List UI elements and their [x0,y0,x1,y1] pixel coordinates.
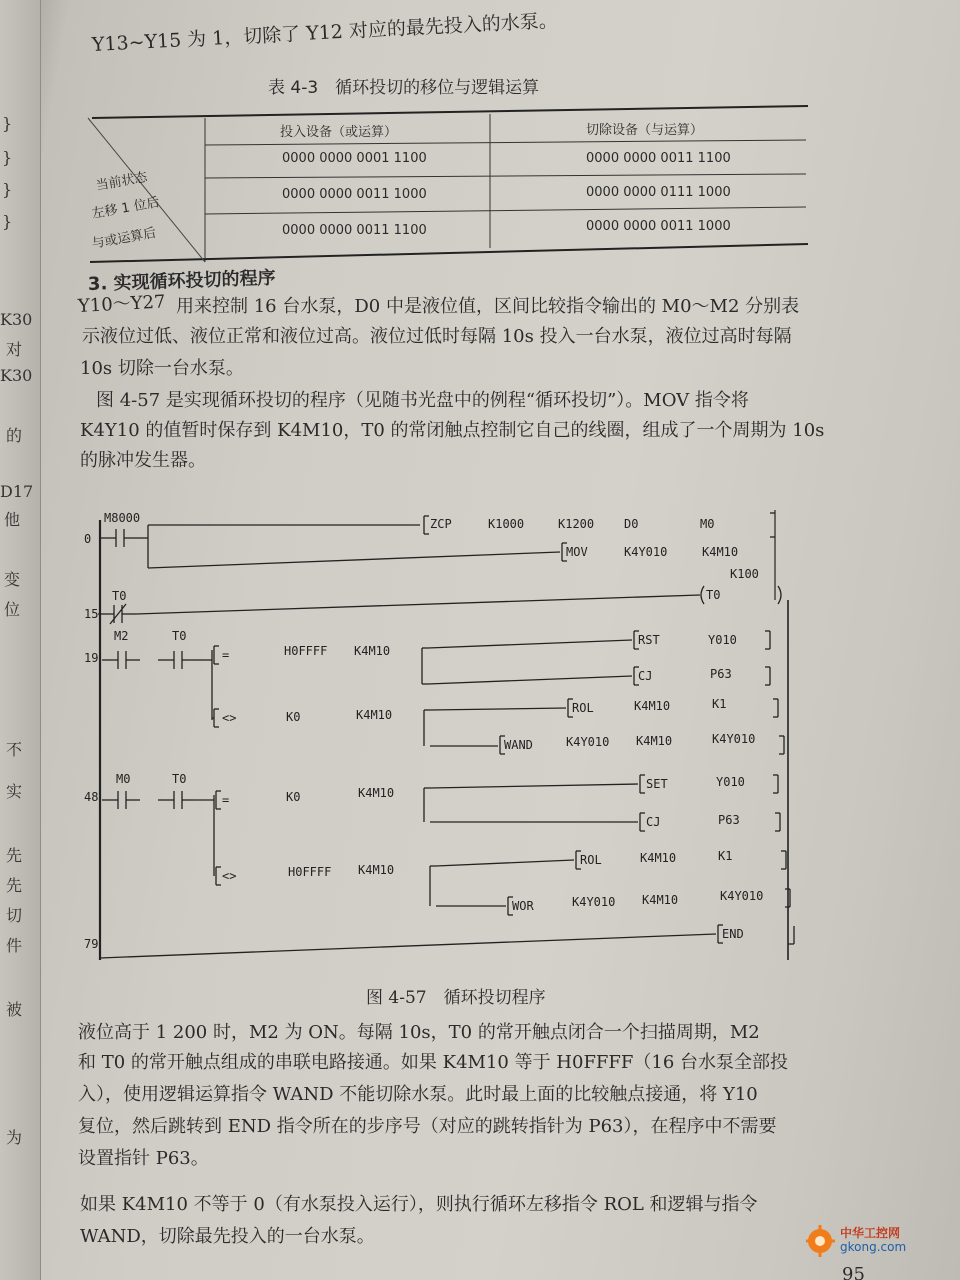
instr-arg: K4M10 [642,893,679,907]
para1-line: 图 4-57 是实现循环投切的程序（见随书光盘中的例程“循环投切”）。MOV 指令将 [96,390,749,411]
watermark-cn: 中华工控网 [840,1226,901,1240]
timer-preset: K100 [730,567,759,581]
instr-arg: K4M10 [358,863,395,877]
ladder-wire [136,595,700,614]
instr-op: END [722,927,744,941]
table-header-cut: 切除设备（与运算） [586,123,704,138]
instr-op: ROL [572,701,594,715]
top-line: Y13~Y15 为 1，切除了 Y12 对应的最先投入的水泵。 [91,9,559,56]
instr-arg: Y010 [716,775,745,789]
step-number: 15 [84,607,99,621]
para1-line: 用来控制 16 台水泵，D0 中是液位值，区间比较指令输出的 M0～M2 分别表 [176,296,800,317]
instr-arg: K0 [286,710,301,724]
instr-arg: K4M10 [356,708,393,722]
table-cell-input: 0000 0000 0001 1100 [282,151,427,166]
ladder-wire [430,784,638,788]
para1-prefix: Y10～Y27 [77,291,166,317]
margin-fragment: 变 [4,570,21,589]
instr-arg: K4M10 [702,545,739,559]
ladder-wire [428,676,632,684]
para3-line: 如果 K4M10 不等于 0（有水泵投入运行），则执行循环左移指令 ROL 和逻辑与指令 [80,1194,758,1215]
instr-op: RST [638,633,660,647]
table-row-label: 与或运算后 [90,225,158,252]
margin-fragment: } [2,212,13,231]
instr-op: WOR [512,899,534,913]
para3-line: WAND，切除最先投入的一台水泵。 [80,1226,375,1247]
instr-op: WAND [504,738,533,752]
para2-line: 液位高于 1 200 时，M2 为 ON。每隔 10s，T0 的常开触点闭合一个扫描周期，M2 [78,1022,760,1043]
instr-op: CJ [646,815,661,829]
table-row-label: 当前状态 [94,170,149,194]
table-header-input: 投入设备（或运算） [280,125,398,140]
step-number: 79 [84,937,99,951]
margin-fragment: 不 [6,740,23,759]
instr-op: ROL [580,853,602,867]
para2-line: 设置指针 P63。 [78,1148,209,1169]
margin-fragment: 先 [6,876,23,895]
table-caption: 表 4-3 循环投切的移位与逻辑运算 [268,78,540,98]
margin-fragment: D17 [0,482,34,501]
instr-arg: K4M10 [640,851,677,865]
instr-arg: K4M10 [358,786,395,800]
instr-op: ZCP [430,517,452,531]
instr-arg: H0FFFF [284,644,328,658]
margin-fragment: 为 [6,1128,23,1147]
para2-line: 和 T0 的常开触点组成的串联电路接通。如果 K4M10 等于 H0FFFF（16 台水泵全部投 [78,1052,789,1073]
table-cell-input: 0000 0000 0011 1100 [282,223,427,238]
instr-arg: H0FFFF [288,865,332,879]
instr-arg: K4Y010 [566,735,610,749]
instr-arg: K4Y010 [720,889,764,903]
instr-arg: K1200 [558,517,595,531]
watermark-url: gkong.com [840,1240,907,1254]
instr-arg: K4Y010 [624,545,668,559]
instr-arg: P63 [718,813,740,827]
instr-arg: K4M10 [636,734,673,748]
table-cell-cut: 0000 0000 0011 1000 [586,219,731,234]
compare-op: = [222,793,230,807]
margin-fragment: 切 [6,906,23,925]
para1-line: K4Y10 的值暂时保存到 K4M10，T0 的常闭触点控制它自己的线圈，组成了一个周期为 10s [80,420,825,441]
contact-label: M2 [114,629,129,643]
contact-label: M0 [116,772,131,786]
figure-caption: 图 4-57 循环投切程序 [366,988,546,1008]
compare-op: = [222,648,230,662]
margin-fragment: } [2,148,13,167]
margin-fragment: K30 [0,366,33,385]
instr-op: SET [646,777,668,791]
para2-line: 复位，然后跳转到 END 指令所在的步序号（对应的跳转指针为 P63），在程序中不需要 [78,1116,777,1137]
instr-arg: K0 [286,790,301,804]
section-heading: 3. 实现循环投切的程序 [87,267,276,295]
para1-line: 的脉冲发生器。 [80,450,206,471]
margin-fragment: 先 [6,846,23,865]
margin-fragment: 对 [6,340,23,359]
margin-fragment: 实 [6,782,23,801]
contact-label: M8000 [104,511,141,525]
instr-arg: K4Y010 [712,732,756,746]
contact-label: T0 [112,589,127,603]
table-cell-cut: 0000 0000 0111 1000 [586,185,731,200]
ladder-wire [430,708,566,710]
step-number: 48 [84,790,99,804]
para1-line: 示液位过低、液位正常和液位过高。液位过低时每隔 10s 投入一台水泵，液位过高时每隔 [82,326,792,347]
instr-op: CJ [638,669,653,683]
para1-line: 10s 切除一台水泵。 [80,358,244,379]
contact-label: T0 [172,772,187,786]
step-number: 19 [84,651,99,665]
ladder-wire [428,640,632,648]
compare-op: <> [222,869,237,883]
margin-fragment: } [2,180,13,199]
instr-arg: K4Y010 [572,895,616,909]
margin-fragment: 他 [4,510,21,529]
ladder-wire [100,934,716,958]
page-number: 95 [842,1264,865,1280]
table-row-label: 左移 1 位后 [90,195,161,222]
margin-fragment: 的 [6,426,23,445]
instr-arg: D0 [624,517,639,531]
contact-label: T0 [172,629,187,643]
instr-arg: K4M10 [354,644,391,658]
step-number: 0 [84,532,92,546]
margin-fragment: } [2,114,13,133]
instr-arg: Y010 [708,633,737,647]
instr-arg: M0 [700,517,715,531]
table-cell-input: 0000 0000 0011 1000 [282,187,427,202]
instr-arg: K1 [718,849,733,863]
coil-label: T0 [706,588,721,602]
instr-arg: K1 [712,697,727,711]
instr-arg: K4M10 [634,699,671,713]
margin-fragment: 位 [4,600,21,619]
margin-fragment: K30 [0,310,33,329]
instr-op: MOV [566,545,588,559]
instr-arg: P63 [710,667,732,681]
margin-fragment: 件 [6,936,23,955]
table-cell-cut: 0000 0000 0011 1100 [586,151,731,166]
compare-op: <> [222,711,237,725]
ladder-wire [436,860,574,866]
para2-line: 入），使用逻辑运算指令 WAND 不能切除水泵。此时最上面的比较触点接通，将 Y10 [78,1084,758,1105]
ladder-wire [148,552,560,568]
margin-fragment: 被 [6,1000,23,1019]
instr-arg: K1000 [488,517,525,531]
watermark-logo [806,1224,932,1258]
